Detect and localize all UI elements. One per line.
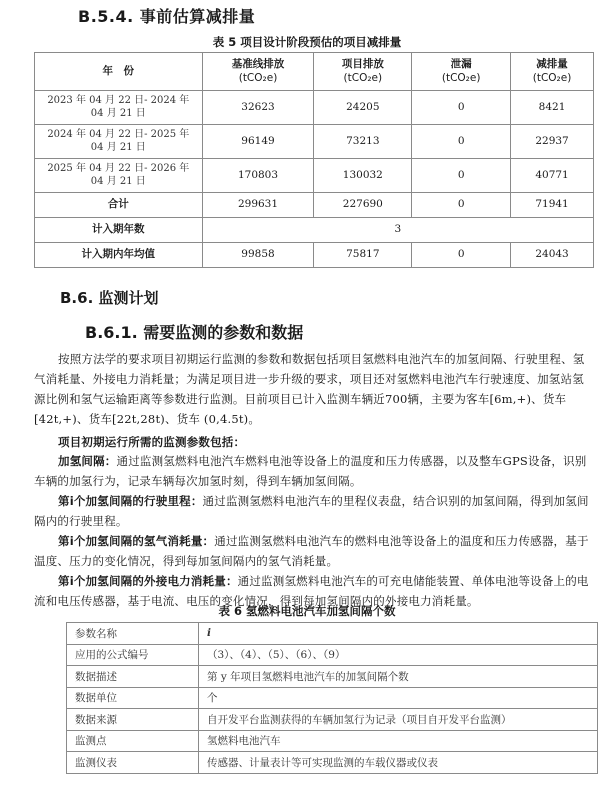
period-cell: 2024 年 04 月 22 日- 2025 年 04 月 21 日 <box>35 125 203 159</box>
project-cell: 24205 <box>314 91 412 125</box>
total-label: 合计 <box>35 193 203 218</box>
col-header-leakage: 泄漏 (tCO₂e) <box>412 53 511 91</box>
param-key: 参数名称 <box>67 623 199 645</box>
param-mileage-lead: 第i个加氢间隔的行驶里程： <box>58 494 203 508</box>
reduction-cell: 8421 <box>511 91 594 125</box>
table6-caption: 表 6 氢燃料电池汽车加氢间隔个数 <box>218 604 396 618</box>
section-heading-b61: B.6.1. 需要监测的参数和数据 <box>85 323 304 342</box>
table-row <box>67 666 598 688</box>
param-key: 数据单位 <box>67 687 199 709</box>
leakage-cell: 0 <box>412 125 511 159</box>
param-value: 第 y 年项目氢燃料电池汽车的加氢间隔个数 <box>199 666 598 688</box>
average-baseline: 99858 <box>202 243 314 268</box>
param-key: 数据描述 <box>67 666 199 688</box>
average-row <box>35 243 594 268</box>
table-row <box>67 752 598 774</box>
col-header-project: 项目排放 (tCO₂e) <box>314 53 412 91</box>
table-row <box>67 709 598 731</box>
baseline-cell: 170803 <box>202 159 314 193</box>
table-row <box>35 159 594 193</box>
table-row <box>67 623 598 645</box>
section-heading-b6: B.6. 监测计划 <box>60 289 159 307</box>
param-h2-lead: 第i个加氢间隔的氢气消耗量： <box>58 534 215 548</box>
param-value: 氢燃料电池汽车 <box>199 730 598 752</box>
average-reduction: 24043 <box>511 243 594 268</box>
total-leakage: 0 <box>412 193 511 218</box>
param-power-lead: 第i个加氢间隔的外接电力消耗量： <box>58 574 238 588</box>
reduction-cell: 40771 <box>511 159 594 193</box>
col-header-baseline: 基准线排放 (tCO₂e) <box>202 53 314 91</box>
param-interval-paragraph <box>34 451 594 491</box>
param-key: 数据来源 <box>67 709 199 731</box>
section-heading-b54: B.5.4. 事前估算减排量 <box>78 7 256 26</box>
param-value: 传感器、计量表计等可实现监测的车载仪器或仪表 <box>199 752 598 774</box>
table5-caption: 表 5 项目设计阶段预估的项目减排量 <box>212 35 402 49</box>
intro-paragraph: 按照方法学的要求项目初期运行监测的参数和数据包括项目氢燃料电池汽车的加氢间隔、行驶里程、氢气消耗量、外接电力消耗量；为满足项目进一步升级的要求，项目还对氢燃料电池汽车行驶速度、加氢站氢源比例和氢气运输距离等参数进行监测。目前项目已计入监测车辆近700辆，主要为客车[6m,+)、货车[42t,+)、货车[22t,28t)、货车 (0,4.5t)。 <box>34 352 585 426</box>
param-interval-lead: 加氢间隔： <box>58 454 117 468</box>
param-value: 自开发平台监测获得的车辆加氢行为记录（项目自开发平台监测） <box>199 709 598 731</box>
leakage-cell: 0 <box>412 159 511 193</box>
project-cell: 130032 <box>314 159 412 193</box>
average-label: 计入期内年均值 <box>35 243 203 268</box>
leakage-cell: 0 <box>412 91 511 125</box>
param-mileage-paragraph <box>34 491 594 531</box>
params-title: 项目初期运行所需的监测参数包括： <box>58 435 246 449</box>
col-header-year: 年 份 <box>35 53 203 91</box>
project-cell: 73213 <box>314 125 412 159</box>
years-row <box>35 218 594 243</box>
total-row <box>35 193 594 218</box>
table-row <box>35 125 594 159</box>
period-cell: 2025 年 04 月 22 日- 2026 年 04 月 21 日 <box>35 159 203 193</box>
total-baseline: 299631 <box>202 193 314 218</box>
emission-reduction-table <box>34 52 594 268</box>
average-project: 75817 <box>314 243 412 268</box>
col-header-reduction: 减排量 (tCO₂e) <box>511 53 594 91</box>
period-cell: 2023 年 04 月 22 日- 2024 年 04 月 21 日 <box>35 91 203 125</box>
param-value: i <box>199 623 598 645</box>
table-row <box>67 730 598 752</box>
baseline-cell: 32623 <box>202 91 314 125</box>
reduction-cell: 22937 <box>511 125 594 159</box>
baseline-cell: 96149 <box>202 125 314 159</box>
table-row <box>35 91 594 125</box>
param-h2-text: 通过监测氢燃料电池汽车的燃料电池等设备上的温度和压力传感器，基于温度、压力的变化情况，得到每加氢间隔内的氢气消耗量。 <box>34 534 589 568</box>
total-project: 227690 <box>314 193 412 218</box>
param-mileage-text: 通过监测氢燃料电池汽车的里程仪表盘，结合识别的加氢间隔，得到加氢间隔内的行驶里程。 <box>34 494 589 528</box>
param-key: 监测仪表 <box>67 752 199 774</box>
table-row <box>67 687 598 709</box>
years-label: 计入期年数 <box>35 218 203 243</box>
param-h2-paragraph <box>34 531 594 571</box>
average-leakage: 0 <box>412 243 511 268</box>
total-reduction: 71941 <box>511 193 594 218</box>
years-value: 3 <box>202 218 593 243</box>
param-key: 应用的公式编号 <box>67 644 199 666</box>
parameter-table <box>66 622 598 774</box>
param-value: （3）、（4）、（5）、（6）、（9） <box>199 644 598 666</box>
table5-header-row <box>35 53 594 91</box>
param-power-text: 通过监测氢燃料电池汽车的可充电储能装置、单体电池等设备上的电流和电压传感器，基于电流、电压的变化情况，得到每加氢间隔内的外接电力消耗量。 <box>34 574 589 608</box>
param-interval-text: 通过监测氢燃料电池汽车燃料电池等设备上的温度和压力传感器，以及整车GPS设备，识别车辆的加氢行为，记录车辆每次加氢时刻，得到车辆加氢间隔。 <box>34 454 587 488</box>
table-row <box>67 644 598 666</box>
param-key: 监测点 <box>67 730 199 752</box>
param-value: 个 <box>199 687 598 709</box>
